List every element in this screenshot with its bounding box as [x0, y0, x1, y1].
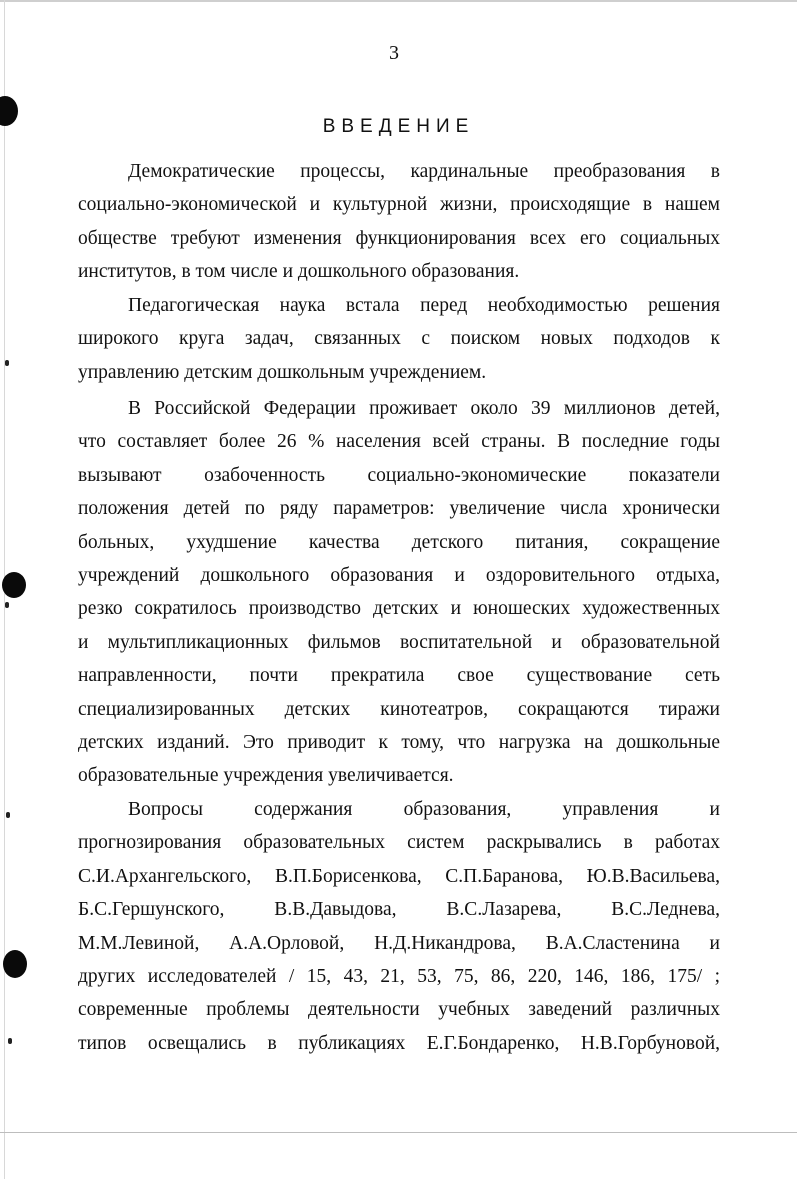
scan-speck [5, 360, 9, 366]
punch-hole-middle [2, 572, 26, 598]
text-line: специализированных детских кинотеатров, сокращаются тиражи [78, 698, 720, 720]
text-line: институтов, в том числе и дошкольного образования. [78, 261, 520, 283]
text-line: С.И.Архангельского, В.П.Борисенкова, С.П.Баранова, Ю.В.Васильева, [78, 865, 720, 887]
scan-edge-top [0, 0, 797, 2]
text-line: резко сократилось производство детских и юношеских художественных [78, 598, 720, 620]
text-line: Демократические процессы, кардинальные преобразования в [128, 161, 720, 182]
text-line: Вопросы содержания образования, управления и [128, 799, 720, 820]
text-line: социально-экономической и культурной жизни, происходящие в нашем [78, 194, 720, 216]
text-line: детских изданий. Это приводит к тому, что нагрузка на дошкольные [78, 731, 720, 753]
paragraph-1 [78, 155, 720, 289]
text-line: больных, ухудшение качества детского питания, сокращение [78, 531, 720, 553]
text-line: М.М.Левиной, А.А.Орловой, Н.Д.Никандрова, В.А.Сластенина и [78, 932, 720, 954]
text-line: прогнозирования образовательных систем раскрывались в работах [78, 832, 720, 854]
page-number: 3 [389, 42, 399, 64]
scan-speck [6, 812, 10, 818]
text-line: Педагогическая наука встала перед необходимостью решения [128, 295, 720, 316]
text-line: В Российской Федерации проживает около 39 миллионов детей, [128, 398, 720, 419]
text-line: других исследователей / 15, 43, 21, 53, 75, 86, 220, 146, 186, 175/ ; [78, 965, 720, 987]
text-line: Б.С.Гершунского, В.В.Давыдова, В.С.Лазарева, В.С.Леднева, [78, 899, 720, 921]
scan-edge-bottom [0, 1132, 797, 1133]
text-line: что составляет более 26 % населения всей страны. В последние годы [78, 431, 720, 453]
punch-hole-bottom [3, 950, 27, 978]
text-line: широкого круга задач, связанных с поиском новых подходов к [78, 328, 720, 350]
scan-speck [8, 1038, 12, 1044]
text-line: и мультипликационных фильмов воспитательной и образовательной [78, 631, 720, 653]
text-line: направленности, почти прекратила свое существование сеть [78, 665, 720, 687]
scan-speck [5, 602, 9, 608]
text-line: учреждений дошкольного образования и оздоровительного отдыха, [78, 564, 720, 586]
text-line: типов освещались в публикациях Е.Г.Бондаренко, Н.В.Горбуновой, [78, 1032, 720, 1054]
section-heading: ВВЕДЕНИЕ [322, 116, 475, 137]
text-line: управлению детским дошкольным учреждением. [78, 361, 487, 383]
text-line: вызывают озабоченность социально-экономические показатели [78, 464, 720, 486]
paragraph-2 [78, 289, 720, 389]
text-line: обществе требуют изменения функционирования всех его социальных [78, 227, 720, 249]
text-line: образовательные учреждения увеличивается. [78, 765, 454, 787]
paragraph-3 [78, 392, 720, 793]
paragraph-4 [78, 793, 720, 1060]
text-line: современные проблемы деятельности учебных заведений различных [78, 999, 720, 1021]
text-line: положения детей по ряду параметров: увеличение числа хронически [78, 498, 720, 520]
